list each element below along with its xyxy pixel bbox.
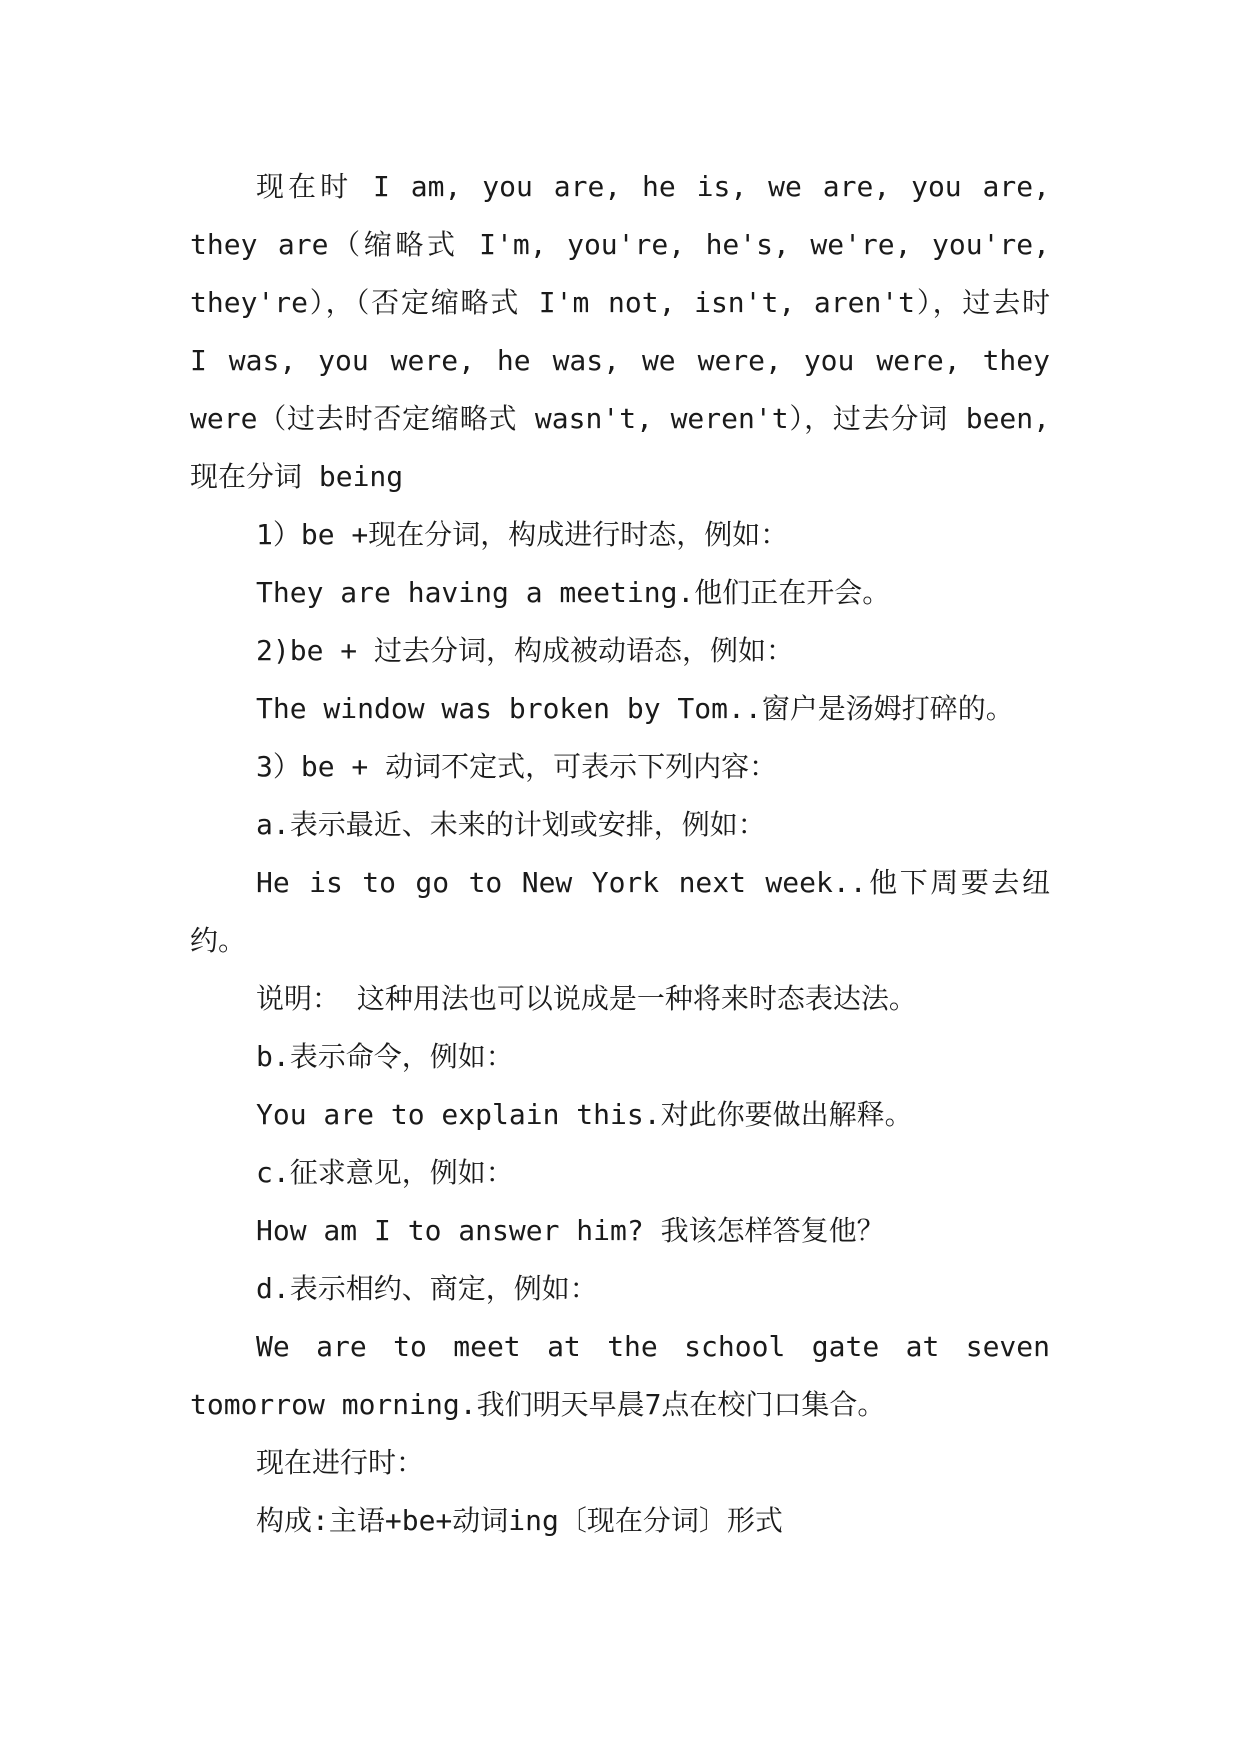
paragraph-rule-3d: d.表示相约、商定，例如： — [256, 1272, 598, 1305]
document-body — [190, 158, 1050, 1550]
paragraph-rule-1: 1）be +现在分词，构成进行时态，例如： — [256, 518, 789, 551]
paragraph-example-3c: How am I to answer him? 我该怎样答复他？ — [256, 1214, 885, 1247]
paragraph-be-forms: 现在时 I am, you are, he is, we are, you are, they are（缩略式 I'm, you're, he's, we're, you're, they're），（否定缩略式 I'm not, isn't, aren't），过去时 I was, you were, he was, we were, you were, they were（过去时否定缩略式 wasn't, weren't），过去分词 been, 现在分词 being — [190, 170, 1050, 493]
paragraph-rule-3c: c.征求意见，例如： — [256, 1156, 514, 1189]
paragraph-rule-3b: b.表示命令，例如： — [256, 1040, 514, 1073]
paragraph-example-2: The window was broken by Tom..窗户是汤姆打碎的。 — [256, 692, 1014, 725]
paragraph-rule-2: 2)be + 过去分词，构成被动语态，例如： — [256, 634, 795, 667]
paragraph-example-1: They are having a meeting.他们正在开会。 — [256, 576, 891, 609]
paragraph-example-3b: You are to explain this.对此你要做出解释。 — [256, 1098, 913, 1131]
paragraph-example-3a: He is to go to New York next week..他下周要去纽约。 — [190, 866, 1050, 957]
paragraph-example-3d: We are to meet at the school gate at seven tomorrow morning.我们明天早晨7点在校门口集合。 — [190, 1330, 1050, 1421]
paragraph-rule-3a: a.表示最近、未来的计划或安排，例如： — [256, 808, 766, 841]
paragraph-rule-3: 3）be + 动词不定式，可表示下列内容： — [256, 750, 778, 783]
paragraph-heading-present-continuous: 现在进行时： — [256, 1446, 425, 1479]
paragraph-structure: 构成:主语+be+动词ing〔现在分词〕形式 — [256, 1504, 783, 1537]
paragraph-note: 说明： 这种用法也可以说成是一种将来时态表达法。 — [256, 982, 917, 1015]
